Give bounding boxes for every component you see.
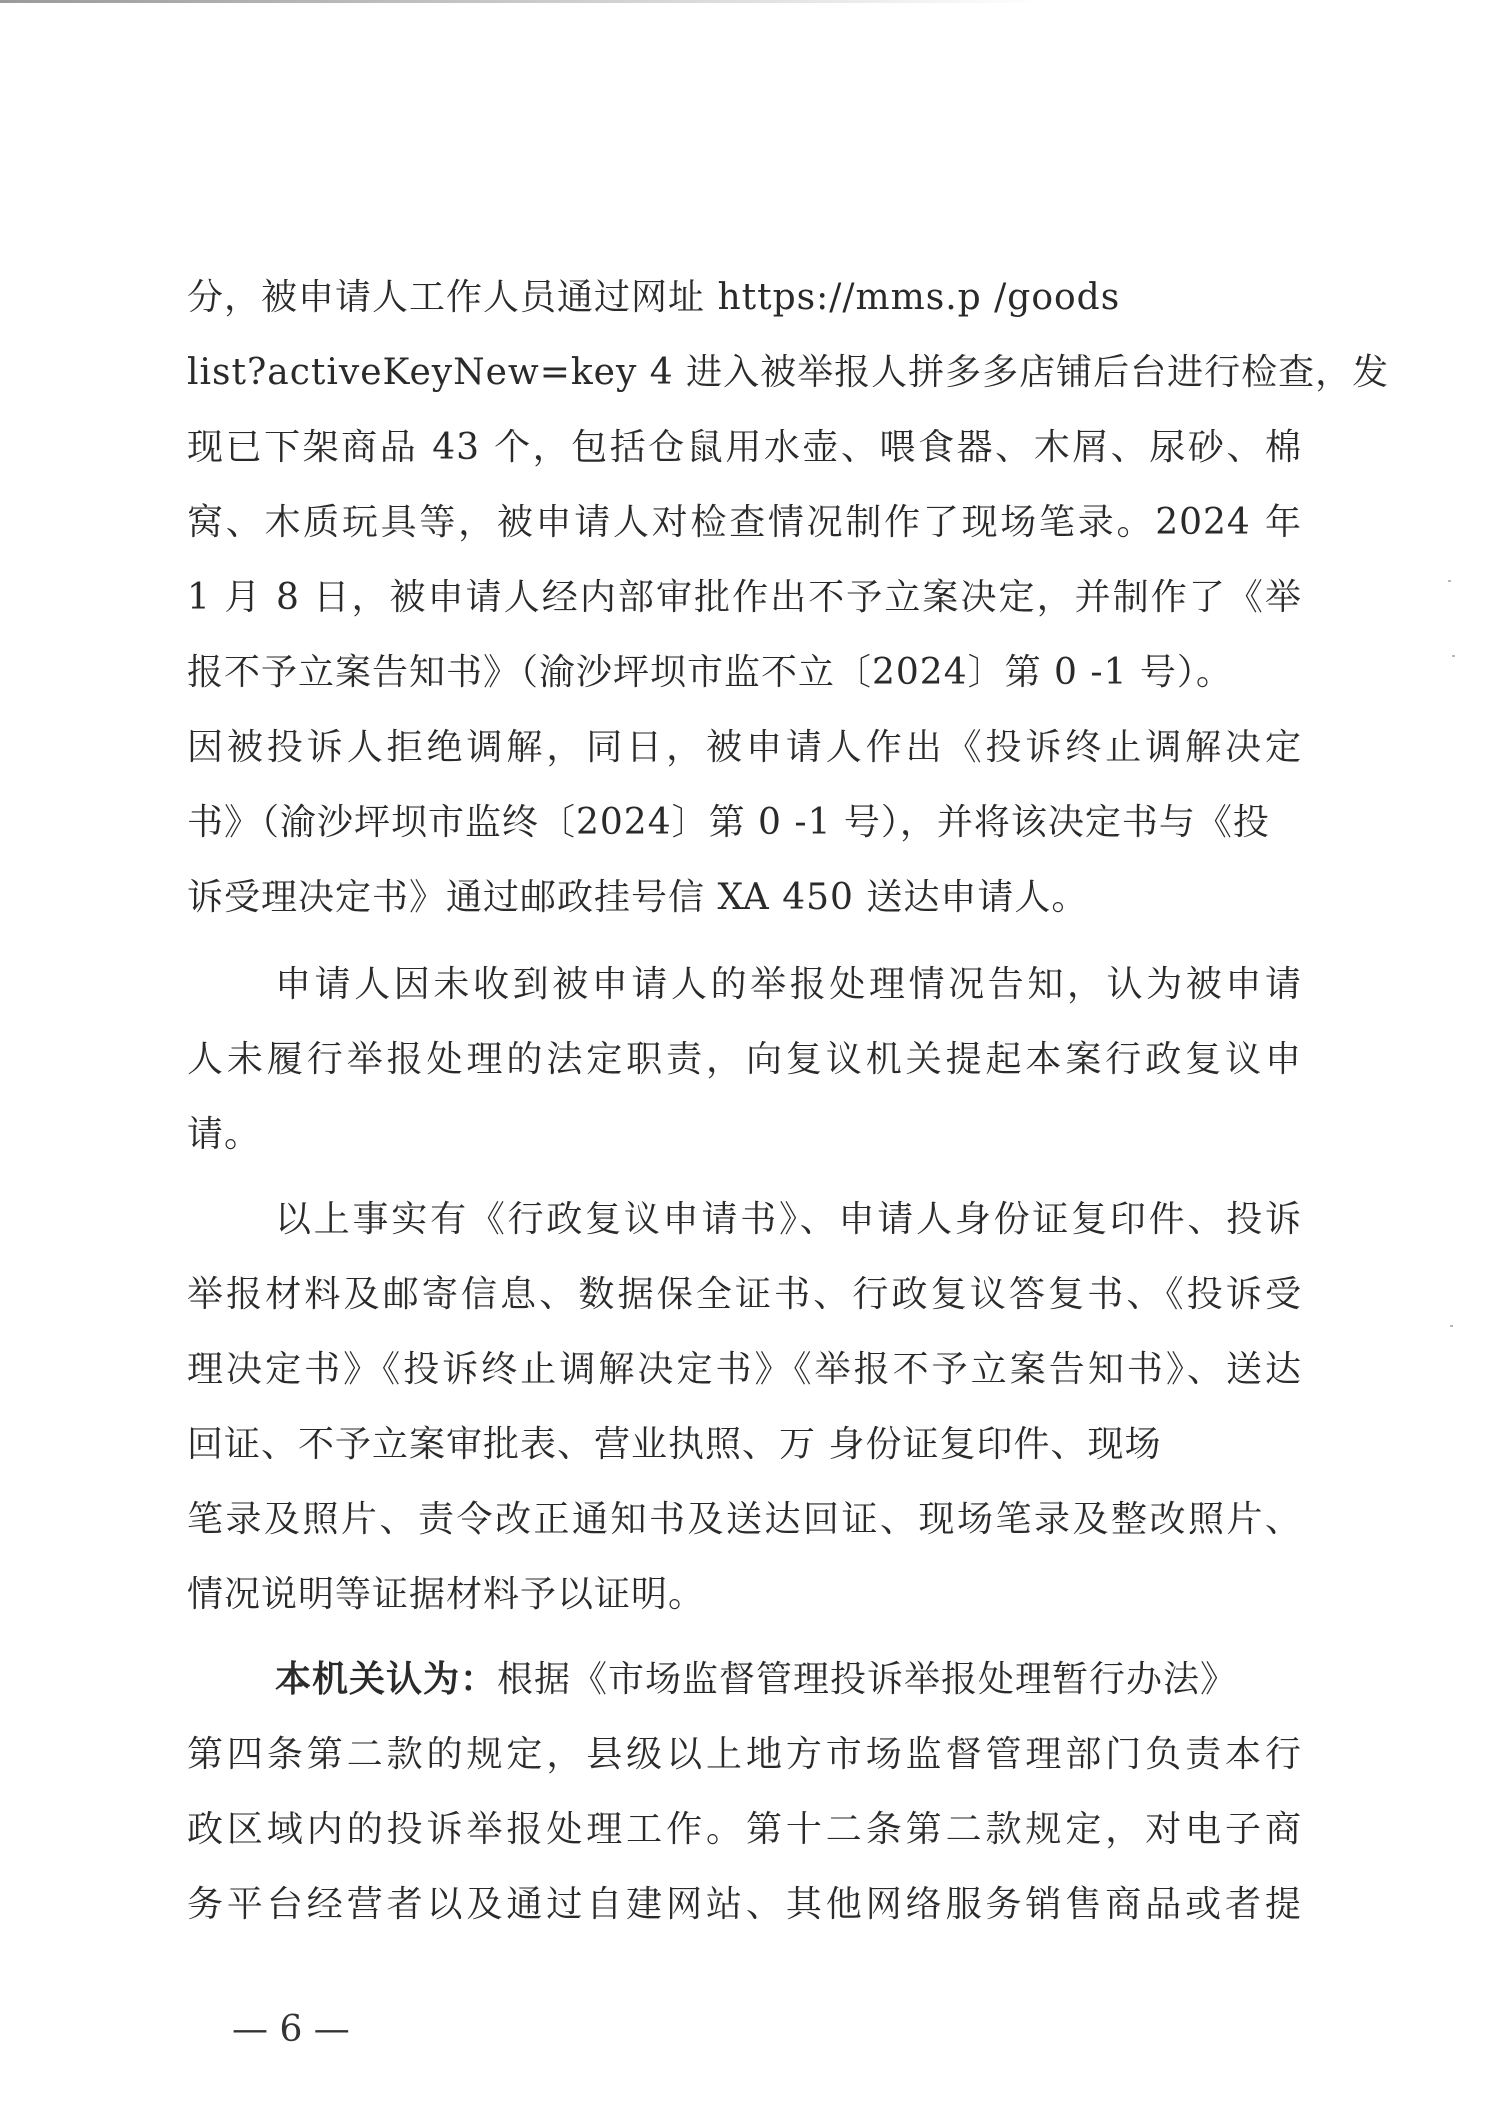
scan-edge [0,0,1487,3]
text-line: 现已下架商品 43 个，包括仓鼠用水壶、喂食器、木屑、尿砂、棉 [187,427,1302,468]
conclusion-lead: 本机关认为： [275,1659,498,1700]
conclusion-first-line [275,1650,1237,1710]
text-line: 理决定书》《投诉终止调解决定书》《举报不予立案告知书》、送达 [187,1349,1302,1390]
text-line: 务平台经营者以及通过自建网站、其他网络服务销售商品或者提 [187,1884,1302,1925]
text-line: 窝、木质玩具等，被申请人对检查情况制作了现场笔录。2024 年 [187,502,1302,543]
text-line: 举报材料及邮寄信息、数据保全证书、行政复议答复书、《投诉受 [187,1274,1302,1315]
text-line: 1 月 8 日，被申请人经内部审批作出不予立案决定，并制作了《举 [187,577,1302,618]
text-line: 笔录及照片、责令改正通知书及送达回证、现场笔录及整改照片、 [187,1499,1302,1540]
text-line: 诉受理决定书》通过邮政挂号信 XA 450 送达申请人。 [187,877,1089,918]
text-line: 人未履行举报处理的法定职责，向复议机关提起本案行政复议申 [187,1039,1302,1080]
text-line: 申请人因未收到被申请人的举报处理情况告知，认为被申请 [275,964,1302,1005]
text-line: 政区域内的投诉举报处理工作。第十二条第二款规定，对电子商 [187,1809,1302,1850]
scan-speck [1452,655,1455,657]
text-line: 因被投诉人拒绝调解，同日，被申请人作出《投诉终止调解决定 [187,727,1302,768]
text-line: 第四条第二款的规定，县级以上地方市场监督管理部门负责本行 [187,1734,1302,1775]
text-line: 情况说明等证据材料予以证明。 [187,1574,706,1615]
text-line: 报不予立案告知书》（渝沙坪坝市监不立〔2024〕第 0 -1 号）。 [187,652,1233,693]
text-line: 分，被申请人工作人员通过网址 https://mms.p /goods [187,277,1121,318]
text-line: list?activeKeyNew=key 4 进入被举报人拼多多店铺后台进行检查，发 [187,352,1390,393]
text-line: 书》（渝沙坪坝市监终〔2024〕第 0 -1 号），并将该决定书与《投 [187,802,1270,843]
scan-speck [1450,1325,1453,1327]
scan-speck [1448,580,1451,582]
text-line: 以上事实有《行政复议申请书》、申请人身份证复印件、投诉 [275,1199,1302,1240]
text-line: 回证、不予立案审批表、营业执照、万 身份证复印件、现场 [187,1424,1162,1465]
conclusion-first-line-text: 根据《市场监督管理投诉举报处理暂行办法》 [497,1659,1238,1700]
page-number: — 6 — [232,2009,350,2050]
text-line: 请。 [187,1114,262,1155]
